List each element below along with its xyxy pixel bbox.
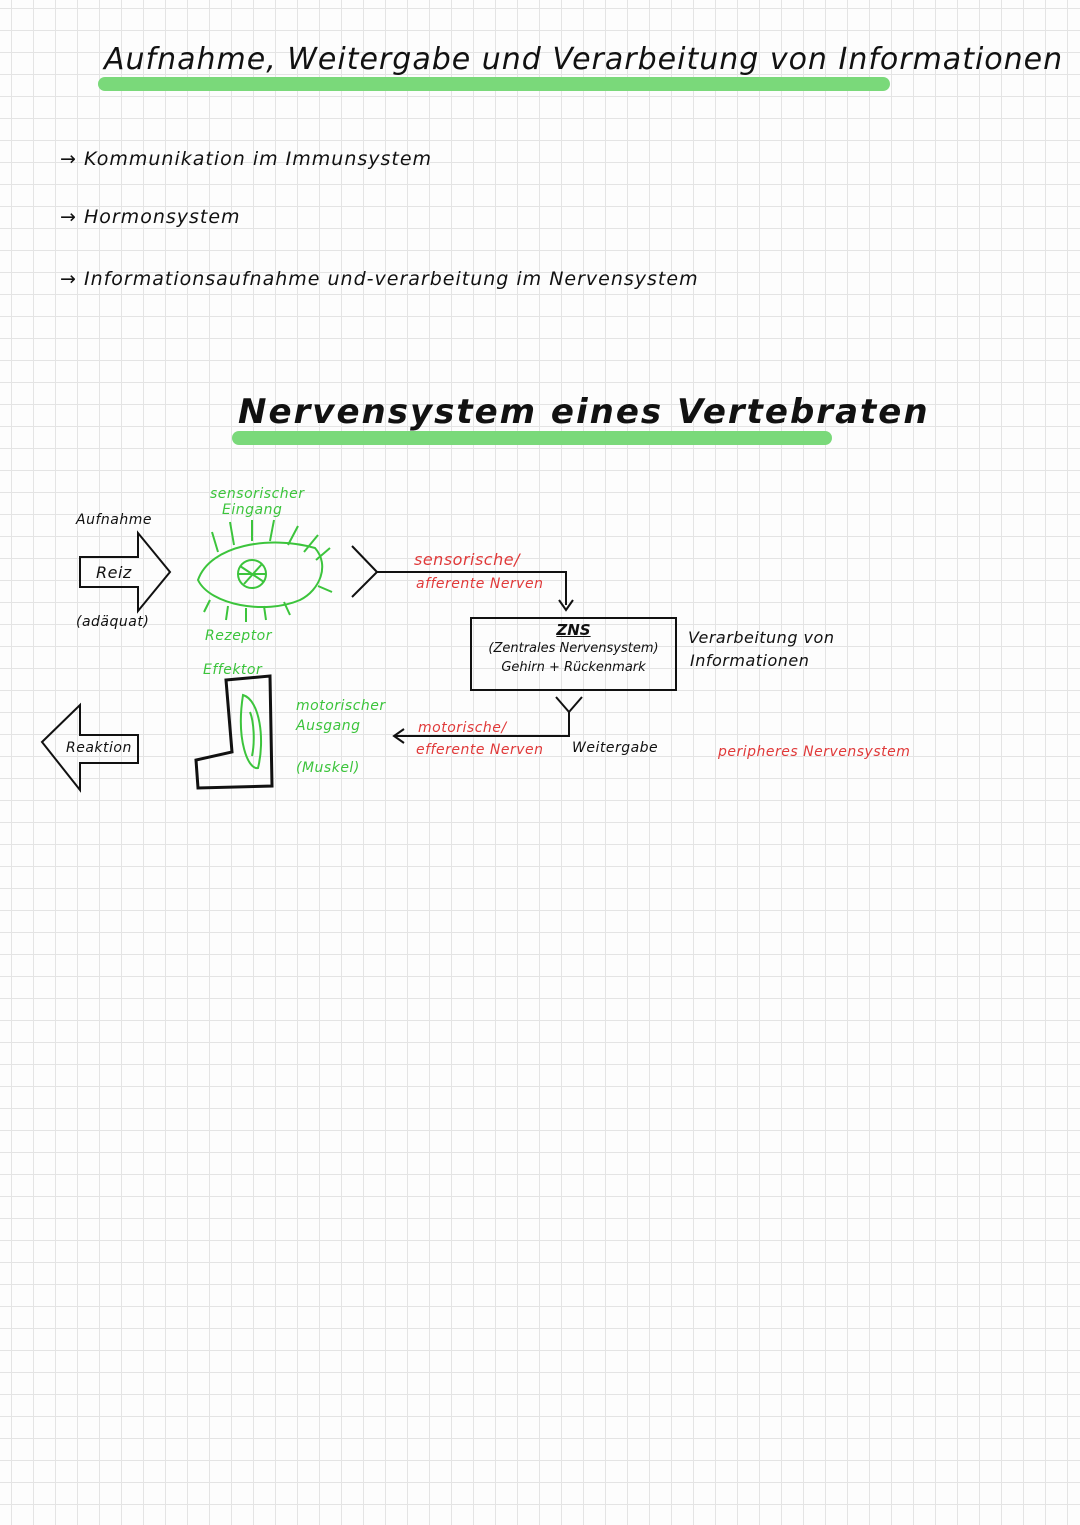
bullet-kommunikation: → Kommunikation im Immunsystem [60,148,433,170]
zns-line1: (Zentrales Nervensystem) [488,641,659,656]
label-aufnahme: Aufnahme [76,512,152,528]
label-sensorischer: sensorischer [210,486,305,502]
zns-line2: Gehirn + Rückenmark [501,660,646,675]
eye-icon [198,520,332,622]
label-weitergabe: Weitergabe [572,740,659,756]
label-adaequat: (adäquat) [76,614,150,630]
zns-box [470,617,677,691]
label-reiz: Reiz [96,563,132,582]
label-eingang: Eingang [222,502,283,518]
label-effektor: Effektor [203,662,263,678]
label-afferente-nerven: afferente Nerven [416,576,544,592]
label-peripheres-nervensystem: peripheres Nervensystem [718,744,911,760]
leg-icon [196,676,272,788]
label-efferente-nerven: efferente Nerven [416,742,544,758]
bullet-nervensystem: → Informationsaufnahme und-verarbeitung im Nervensystem [60,268,699,290]
label-sensorische-nerven: sensorische/ [414,550,520,569]
label-rezeptor: Rezeptor [205,628,272,644]
zns-title: ZNS [556,621,591,639]
label-informationen: Informationen [690,651,810,670]
label-verarbeitung: Verarbeitung von [688,628,835,647]
label-ausgang: Ausgang [296,718,361,734]
label-reaktion: Reaktion [66,740,132,756]
page-title: Aufnahme, Weitergabe und Verarbeitung von Informationen [104,42,1064,77]
label-motorischer: motorischer [296,698,386,714]
label-muskel: (Muskel) [296,760,360,776]
label-motorische-nerven: motorische/ [418,720,507,736]
section-title: Nervensystem eines Vertebraten [238,392,930,432]
bullet-hormonsystem: → Hormonsystem [60,206,241,228]
